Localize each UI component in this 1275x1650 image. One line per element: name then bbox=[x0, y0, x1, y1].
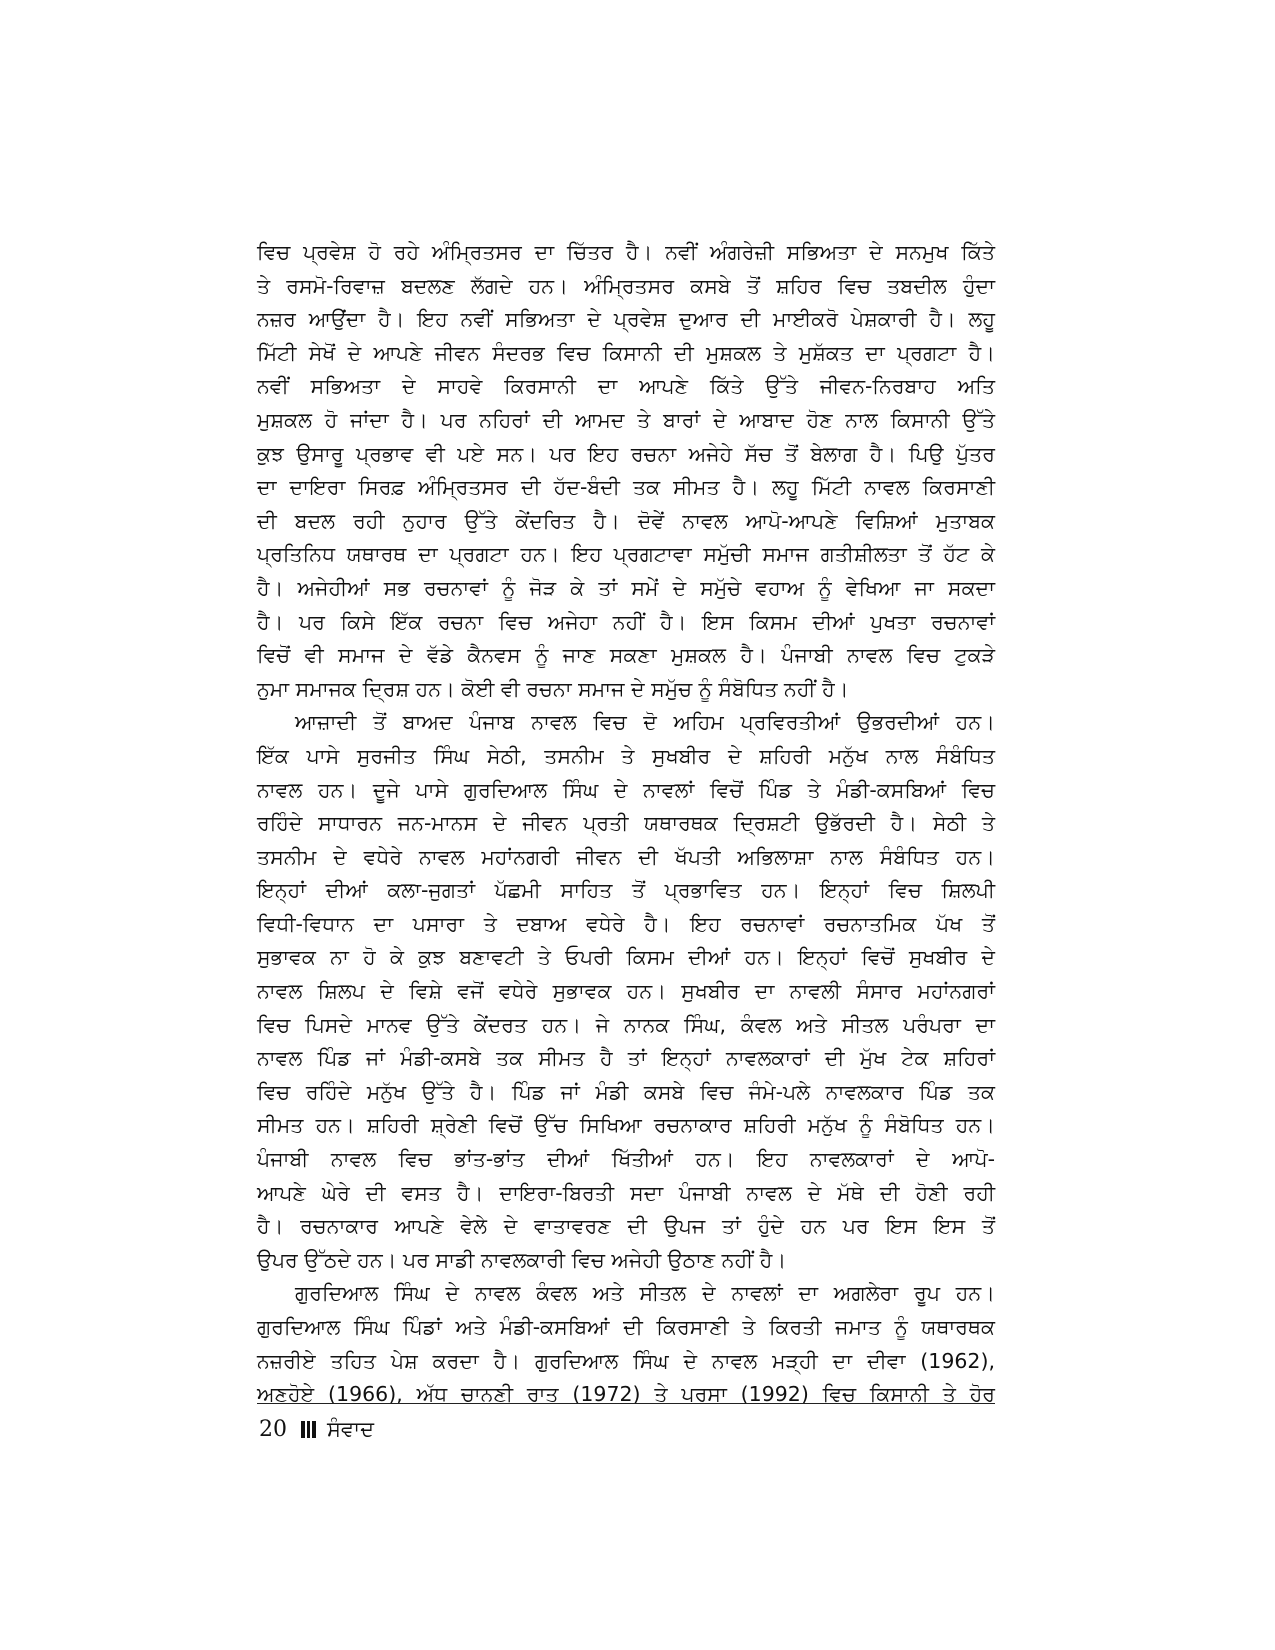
journal-name: ਸੰਵਾਦ bbox=[327, 1416, 375, 1441]
text-line: ਇਨ੍ਹਾਂ ਦੀਆਂ ਕਲਾ-ਜੁਗਤਾਂ ਪੱਛਮੀ ਸਾਹਿਤ ਤੋਂ ਪ੍ਰਭਾਵਿਤ ਹਨ। ਇਨ੍ਹਾਂ ਵਿਚ ਸ਼ਿਲਪੀ bbox=[257, 878, 995, 903]
text-line: ਮਿੱਟੀ ਸੇਖੋਂ ਦੇ ਆਪਣੇ ਜੀਵਨ ਸੰਦਰਭ ਵਿਚ ਕਿਸਾਨੀ ਦੀ ਮੁਸ਼ਕਲ ਤੇ ਮੁਸ਼ੱਕਤ ਦਾ ਪ੍ਰਗਟਾ ਹੈ। bbox=[257, 340, 995, 365]
text-line: ਵਿਚ ਪਿਸਦੇ ਮਾਨਵ ਉੱਤੇ ਕੇਂਦਰਤ ਹਨ। ਜੇ ਨਾਨਕ ਸਿੰਘ, ਕੰਵਲ ਅਤੇ ਸੀਤਲ ਪਰੰਪਰਾ ਦਾ bbox=[257, 1012, 995, 1037]
text-line: ਨਵੀਂ ਸਭਿਅਤਾ ਦੇ ਸਾਹਵੇ ਕਿਰਸਾਨੀ ਦਾ ਆਪਣੇ ਕਿੱਤੇ ਉੱਤੇ ਜੀਵਨ-ਨਿਰਬਾਹ ਅਤਿ bbox=[257, 374, 995, 399]
triple-bar-icon bbox=[301, 1421, 317, 1438]
text-line: ਵਿਚ ਰਹਿੰਦੇ ਮਨੁੱਖ ਉੱਤੇ ਹੈ। ਪਿੰਡ ਜਾਂ ਮੰਡੀ ਕਸਬੇ ਵਿਚ ਜੰਮੇ-ਪਲੇ ਨਾਵਲਕਾਰ ਪਿੰਡ ਤਕ bbox=[257, 1079, 995, 1104]
text-line: ਉਪਰ ਉੱਠਦੇ ਹਨ। ਪਰ ਸਾਡੀ ਨਾਵਲਕਾਰੀ ਵਿਚ ਅਜੇਹੀ ਉਠਾਣ ਨਹੀਂ ਹੈ। bbox=[257, 1247, 787, 1272]
text-line: ਪ੍ਰਤਿਨਿਧ ਯਥਾਰਥ ਦਾ ਪ੍ਰਗਟਾ ਹਨ। ਇਹ ਪ੍ਰਗਟਾਵਾ ਸਮੁੱਚੀ ਸਮਾਜ ਗਤੀਸ਼ੀਲਤਾ ਤੋਂ ਹੱਟ ਕੇ bbox=[257, 542, 995, 567]
text-line: ਗੁਰਦਿਆਲ ਸਿੰਘ ਪਿੰਡਾਂ ਅਤੇ ਮੰਡੀ-ਕਸਬਿਆਂ ਦੀ ਕਿਰਸਾਣੀ ਤੇ ਕਿਰਤੀ ਜਮਾਤ ਨੂੰ ਯਥਾਰਥਕ bbox=[257, 1315, 995, 1339]
text-line: ਮੁਸ਼ਕਲ ਹੋ ਜਾਂਦਾ ਹੈ। ਪਰ ਨਹਿਰਾਂ ਦੀ ਆਮਦ ਤੇ ਬਾਰਾਂ ਦੇ ਆਬਾਦ ਹੋਣ ਨਾਲ ਕਿਸਾਨੀ ਉੱਤੇ bbox=[257, 407, 995, 432]
text-line: ਆਪਣੇ ਘੇਰੇ ਦੀ ਵਸਤ ਹੈ। ਦਾਇਰਾ-ਬਿਰਤੀ ਸਦਾ ਪੰਜਾਬੀ ਨਾਵਲ ਦੇ ਮੱਥੇ ਦੀ ਹੋਣੀ ਰਹੀ bbox=[257, 1180, 995, 1205]
text-line: ਰਹਿੰਦੇ ਸਾਧਾਰਨ ਜਨ-ਮਾਨਸ ਦੇ ਜੀਵਨ ਪ੍ਰਤੀ ਯਥਾਰਥਕ ਦ੍ਰਿਸ਼ਟੀ ਉਭੱਰਦੀ ਹੈ। ਸੇਠੀ ਤੇ bbox=[257, 811, 995, 836]
text-line: ਤਸਨੀਮ ਦੇ ਵਧੇਰੇ ਨਾਵਲ ਮਹਾਂਨਗਰੀ ਜੀਵਨ ਦੀ ਖੱਪਤੀ ਅਭਿਲਾਸ਼ਾ ਨਾਲ ਸੰਬੰਧਿਤ ਹਨ। bbox=[257, 844, 995, 869]
text-line: ਨਾਵਲ ਪਿੰਡ ਜਾਂ ਮੰਡੀ-ਕਸਬੇ ਤਕ ਸੀਮਤ ਹੈ ਤਾਂ ਇਨ੍ਹਾਂ ਨਾਵਲਕਾਰਾਂ ਦੀ ਮੁੱਖ ਟੇਕ ਸ਼ਹਿਰਾਂ bbox=[257, 1046, 995, 1071]
text-line: ਦੀ ਬਦਲ ਰਹੀ ਨੁਹਾਰ ਉੱਤੇ ਕੇਂਦਰਿਤ ਹੈ। ਦੋਵੇਂ ਨਾਵਲ ਆਪੋ-ਆਪਣੇ ਵਿਸ਼ਿਆਂ ਮੁਤਾਬਕ bbox=[257, 508, 995, 533]
text-line: ਅਣਹੋਏ (1966), ਅੱਧ ਚਾਨਣੀ ਰਾਤ (1972) ਤੇ ਪਰਸਾ (1992) ਵਿਚ ਕਿਸਾਨੀ ਤੇ ਹੋਰ bbox=[257, 1382, 995, 1407]
text-line: ਇੱਕ ਪਾਸੇ ਸੁਰਜੀਤ ਸਿੰਘ ਸੇਠੀ, ਤਸਨੀਮ ਤੇ ਸੁਖਬੀਰ ਦੇ ਸ਼ਹਿਰੀ ਮਨੁੱਖ ਨਾਲ ਸੰਬੰਧਿਤ bbox=[257, 743, 995, 768]
footer-rule bbox=[257, 1403, 995, 1404]
text-line: ਨਾਵਲ ਹਨ। ਦੂਜੇ ਪਾਸੇ ਗੁਰਦਿਆਲ ਸਿੰਘ ਦੇ ਨਾਵਲਾਂ ਵਿਚੋਂ ਪਿੰਡ ਤੇ ਮੰਡੀ-ਕਸਬਿਆਂ ਵਿਚ bbox=[257, 777, 995, 802]
text-line: ਪੰਜਾਬੀ ਨਾਵਲ ਵਿਚ ਭਾਂਤ-ਭਾਂਤ ਦੀਆਂ ਖਿੱਤੀਆਂ ਹਨ। ਇਹ ਨਾਵਲਕਾਰਾਂ ਦੇ ਆਪੋ- bbox=[257, 1147, 995, 1172]
text-line: ਕੁਝ ਉਸਾਰੂ ਪ੍ਰਭਾਵ ਵੀ ਪਏ ਸਨ। ਪਰ ਇਹ ਰਚਨਾ ਅਜੇਹੇ ਸੱਚ ਤੋਂ ਬੇਲਾਗ ਹੈ। ਪਿਉ ਪੁੱਤਰ bbox=[257, 441, 995, 466]
text-line: ਦਾ ਦਾਇਰਾ ਸਿਰਫ਼ ਅੰਮ੍ਰਿਤਸਰ ਦੀ ਹੱਦ-ਬੰਦੀ ਤਕ ਸੀਮਤ ਹੈ। ਲਹੂ ਮਿੱਟੀ ਨਾਵਲ ਕਿਰਸਾਣੀ bbox=[257, 475, 995, 500]
page-footer bbox=[259, 1412, 374, 1446]
text-line: ਹੈ। ਪਰ ਕਿਸੇ ਇੱਕ ਰਚਨਾ ਵਿਚ ਅਜੇਹਾ ਨਹੀਂ ਹੈ। ਇਸ ਕਿਸਮ ਦੀਆਂ ਪੁਖਤਾ ਰਚਨਾਵਾਂ bbox=[257, 609, 995, 634]
text-line: ਸੀਮਤ ਹਨ। ਸ਼ਹਿਰੀ ਸ਼੍ਰੇਣੀ ਵਿਚੋਂ ਉੱਚ ਸਿਖਿਆ ਰਚਨਾਕਾਰ ਸ਼ਹਿਰੀ ਮਨੁੱਖ ਨੂੰ ਸੰਬੋਧਿਤ ਹਨ। bbox=[257, 1113, 995, 1138]
text-line: ਨਾਵਲ ਸ਼ਿਲਪ ਦੇ ਵਿਸ਼ੇ ਵਜੋਂ ਵਧੇਰੇ ਸੁਭਾਵਕ ਹਨ। ਸੁਖਬੀਰ ਦਾ ਨਾਵਲੀ ਸੰਸਾਰ ਮਹਾਂਨਗਰਾਂ bbox=[257, 979, 995, 1004]
text-line: ਨੁਮਾ ਸਮਾਜਕ ਦ੍ਰਿਸ਼ ਹਨ। ਕੋਈ ਵੀ ਰਚਨਾ ਸਮਾਜ ਦੇ ਸਮੁੱਚ ਨੂੰ ਸੰਬੋਧਿਤ ਨਹੀਂ ਹੈ। bbox=[257, 676, 849, 701]
text-line: ਤੇ ਰਸਮੋ-ਰਿਵਾਜ਼ ਬਦਲਣ ਲੱਗਦੇ ਹਨ। ਅੰਮ੍ਰਿਤਸਰ ਕਸਬੇ ਤੋਂ ਸ਼ਹਿਰ ਵਿਚ ਤਬਦੀਲ ਹੁੰਦਾ bbox=[257, 273, 995, 298]
text-line: ਹੈ। ਰਚਨਾਕਾਰ ਆਪਣੇ ਵੇਲੇ ਦੇ ਵਾਤਾਵਰਣ ਦੀ ਉਪਜ ਤਾਂ ਹੁੰਦੇ ਹਨ ਪਰ ਇਸ ਇਸ ਤੋਂ bbox=[257, 1214, 995, 1239]
text-line: ਸੁਭਾਵਕ ਨਾ ਹੋ ਕੇ ਕੁਝ ਬਣਾਵਟੀ ਤੇ ਓਪਰੀ ਕਿਸਮ ਦੀਆਂ ਹਨ। ਇਨ੍ਹਾਂ ਵਿਚੋਂ ਸੁਖਬੀਰ ਦੇ bbox=[257, 945, 995, 970]
page-number: 20 bbox=[259, 1416, 287, 1442]
text-line: ਵਿਚ ਪ੍ਰਵੇਸ਼ ਹੋ ਰਹੇ ਅੰਮ੍ਰਿਤਸਰ ਦਾ ਚਿੱਤਰ ਹੈ। ਨਵੀਂ ਅੰਗਰੇਜ਼ੀ ਸਭਿਅਤਾ ਦੇ ਸਨਮੁਖ ਕਿੱਤੇ bbox=[257, 240, 995, 264]
text-line: ਆਜ਼ਾਦੀ ਤੋਂ ਬਾਅਦ ਪੰਜਾਬ ਨਾਵਲ ਵਿਚ ਦੋ ਅਹਿਮ ਪ੍ਰਵਿਰਤੀਆਂ ਉਭਰਦੀਆਂ ਹਨ। bbox=[295, 710, 995, 735]
text-line: ਵਿਚੋਂ ਵੀ ਸਮਾਜ ਦੇ ਵੱਡੇ ਕੈਨਵਸ ਨੂੰ ਜਾਣ ਸਕਣਾ ਮੁਸ਼ਕਲ ਹੈ। ਪੰਜਾਬੀ ਨਾਵਲ ਵਿਚ ਟੁਕੜੇ bbox=[257, 643, 995, 668]
text-line: ਨਜ਼ਰੀਏ ਤਹਿਤ ਪੇਸ਼ ਕਰਦਾ ਹੈ। ਗੁਰਦਿਆਲ ਸਿੰਘ ਦੇ ਨਾਵਲ ਮੜ੍ਹੀ ਦਾ ਦੀਵਾ (1962), bbox=[257, 1348, 995, 1373]
text-line: ਹੈ। ਅਜੇਹੀਆਂ ਸਭ ਰਚਨਾਵਾਂ ਨੂੰ ਜੋੜ ਕੇ ਤਾਂ ਸਮੇਂ ਦੇ ਸਮੁੱਚੇ ਵਹਾਅ ਨੂੰ ਵੇਖਿਆ ਜਾ ਸਕਦਾ bbox=[257, 575, 995, 600]
text-line: ਵਿਧੀ-ਵਿਧਾਨ ਦਾ ਪਸਾਰਾ ਤੇ ਦਬਾਅ ਵਧੇਰੇ ਹੈ। ਇਹ ਰਚਨਾਵਾਂ ਰਚਨਾਤਮਿਕ ਪੱਖ ਤੋਂ bbox=[257, 911, 995, 936]
text-line: ਨਜ਼ਰ ਆਉਂਦਾ ਹੈ। ਇਹ ਨਵੀਂ ਸਭਿਅਤਾ ਦੇ ਪ੍ਰਵੇਸ਼ ਦੁਆਰ ਦੀ ਮਾਈਕਰੋ ਪੇਸ਼ਕਾਰੀ ਹੈ। ਲਹੂ bbox=[257, 307, 995, 332]
text-line: ਗੁਰਦਿਆਲ ਸਿੰਘ ਦੇ ਨਾਵਲ ਕੰਵਲ ਅਤੇ ਸੀਤਲ ਦੇ ਨਾਵਲਾਂ ਦਾ ਅਗਲੇਰਾ ਰੂਪ ਹਨ। bbox=[295, 1281, 995, 1306]
article-body bbox=[257, 236, 995, 1412]
